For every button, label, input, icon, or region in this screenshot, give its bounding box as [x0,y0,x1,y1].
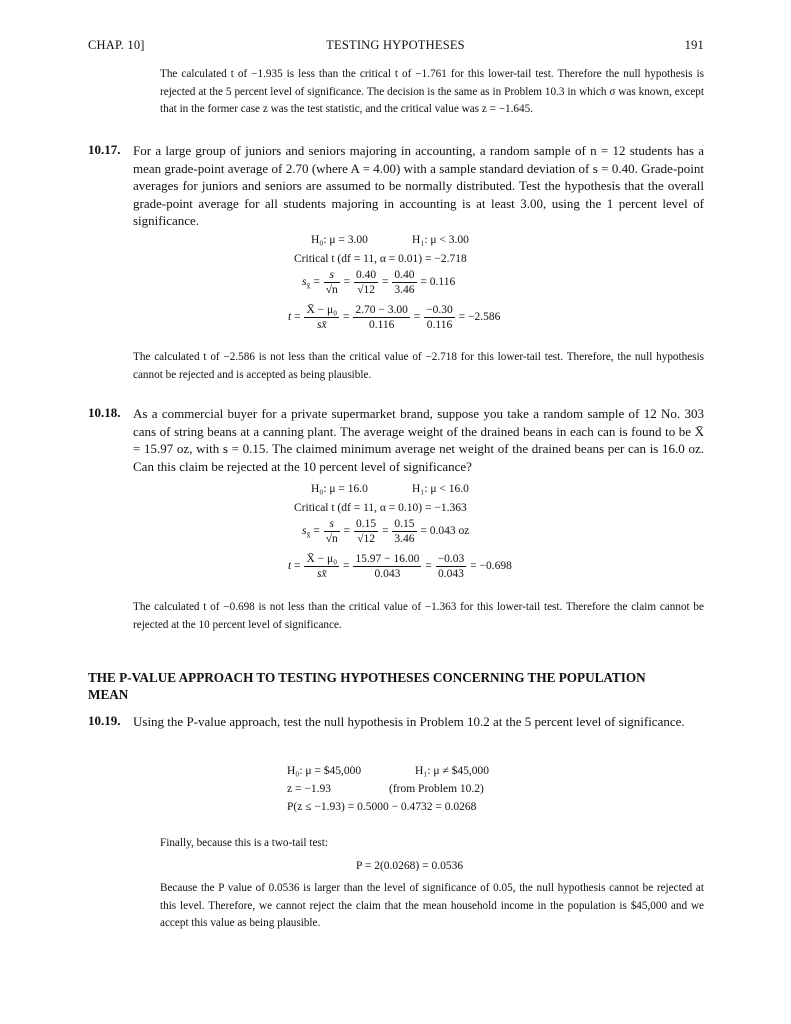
z-value-10-19: z = −1.93 [287,783,331,795]
p-value-10-19: P = 2(0.0268) = 0.0536 [356,860,464,872]
critical-10-17: Critical t (df = 11, α = 0.01) = −2.718 [294,253,467,265]
se-equation-10-17: $s_{x̄}$ = $\frac{s}{√n}$ = $\frac{0.40}{√12}$ = $\frac{0.40}{3.46}$ = 0.116 [302,269,456,296]
running-title: TESTING HYPOTHESES [326,38,465,52]
h0-10-18: H₀: μ = 16.0 [311,483,368,495]
z-note-10-19: (from Problem 10.2) [389,783,484,795]
h1-10-17: H₁: μ < 3.00 [412,234,469,246]
h0-10-19: H₀: μ = $45,000 [287,765,362,777]
problem-text-10-19: Using the P-value approach, test the null hypothesis in Problem 10.2 at the 5 percent level of significance. [133,714,685,729]
problem-number-10-19: 10.19. [88,713,121,728]
h1-10-19: H₁: μ ≠ $45,000 [415,765,489,777]
page-number: 191 [684,38,704,52]
conclusion-10-19: Because the P value of 0.0536 is larger than the level of significance of 0.05, the null hypothesis cannot be rejected at this level. Therefore, we cannot reject the claim that the mean household income in the population is $45,000 and we accept this value as being plausible. [160,882,704,929]
h0-10-17: H₀: μ = 3.00 [311,234,368,246]
h1-10-18: H₁: μ < 16.0 [412,483,469,495]
problem-number-10-17: 10.17. [88,142,121,157]
problem-number-10-18: 10.18. [88,405,121,420]
t-equation-10-17: t = $\frac{\text{X̄ − μ₀}}{sx̄}$ = $\frac{2.70 - 3.00}{0.116}$ = $\frac{-0.30}{0.116}$ = −2.586 [288,304,501,331]
chapter-label: CHAP. 10] [88,38,145,52]
se-equation-10-18: $s_{x̄}$ = $\frac{s}{√n}$ = $\frac{0.15}{√12}$ = $\frac{0.15}{3.46}$ = 0.043 oz [302,518,470,545]
conclusion-10-17: The calculated t of −2.586 is not less than the critical value of −2.718 for this lower-tail test. Therefore, the null hypothesis cannot be rejected and is accepted as being plausible. [133,351,704,381]
t-equation-10-18: t = $\frac{\text{X̄ − μ₀}}{sx̄}$ = $\frac{15.97 - 16.00}{0.043}$ = $\frac{-0.03}{0.043}$ = −0.698 [288,553,512,580]
problem-text-10-18: As a commercial buyer for a private supermarket brand, suppose you take a random sample of 12 No. 303 cans of string beans at a canning plant. The average weight of the drained beans in each can is found to be X̄ = 15.97 oz, with s = 0.15. The claimed minimum average net weight of the drained beans per can is 16.0 oz. Can this claim be rejected at the 10 percent level of significance? [133,406,704,474]
pz-10-19: P(z ≤ −1.93) = 0.5000 − 0.4732 = 0.0268 [287,801,477,813]
conclusion-10-18: The calculated t of −0.698 is not less than the critical value of −1.363 for this lower-tail test. Therefore the claim cannot be rejected at the 10 percent level of significance. [133,601,704,631]
section-heading: THE P-VALUE APPROACH TO TESTING HYPOTHESES CONCERNING THE POPULATION MEAN [88,670,646,702]
critical-10-18: Critical t (df = 11, α = 0.10) = −1.363 [294,502,467,514]
problem-text-10-17: For a large group of juniors and seniors majoring in accounting, a random sample of n = 12 students has a mean grade-point average of 2.70 (where A = 4.00) with a sample standard deviation of s = 0.40. Grade-point averages for juniors and seniors are assumed to be normally distributed. Test the hypothesis that the overall grade-point average for all students majoring in accounting is at least 3.00, using the 1 percent level of significance. [133,143,704,228]
intro-paragraph: The calculated t of −1.935 is less than the critical t of −1.761 for this lower-tail test. Therefore the null hypothesis is rejected at the 5 percent level of significance. The decision is the same as in Problem 10.3 in which σ was known, except that in the former case z was the test statistic, and the critical value was z = −1.645. [160,68,704,115]
finally-line-10-19: Finally, because this is a two-tail test: [160,837,328,849]
